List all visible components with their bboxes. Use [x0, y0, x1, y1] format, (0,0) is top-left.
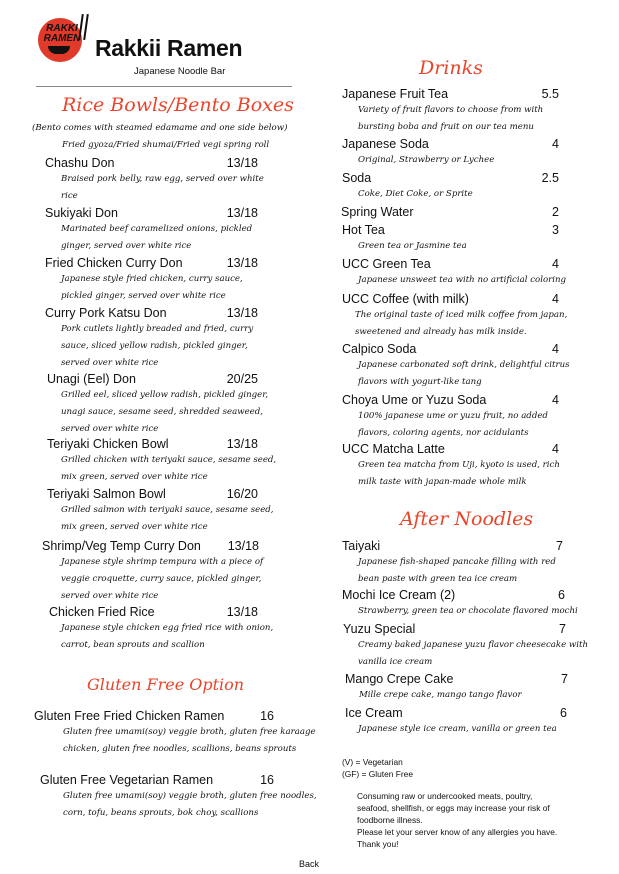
menu-item-price: 13/18 [226, 156, 258, 170]
menu-item-description: Grilled chicken with teriyaki sauce, sesame seed, [61, 455, 277, 465]
logo-text: RAKKI RAMEN [43, 23, 81, 44]
menu-item-description: Green tea or Jasmine tea [358, 241, 467, 251]
menu-item-description: Japanese carbonated soft drink, delightful citrus [358, 360, 570, 370]
menu-item-description: Japanese fish-shaped pancake filling with red [358, 557, 556, 567]
menu-item-description: Gluten free umami(soy) veggie broth, gluten free noodles, [63, 791, 317, 801]
menu-item-price: 4 [552, 342, 559, 356]
menu-item-name: Yuzu Special [343, 622, 416, 636]
menu-item-description: served over white rice [61, 591, 159, 601]
menu-item-description: Variety of fruit flavors to choose from with [358, 105, 544, 115]
disclaimer-line: Thank you! [357, 839, 399, 849]
menu-item-price: 2.5 [541, 171, 559, 185]
menu-item-description: veggie croquette, curry sauce, pickled ginger, [61, 574, 262, 584]
back-link[interactable]: Back [299, 859, 320, 869]
menu-item-description: sweetened and already has milk inside. [355, 327, 527, 337]
menu-item-name: Mango Crepe Cake [345, 672, 454, 686]
menu-item-price: 2 [552, 205, 559, 219]
disclaimer-line: foodborne illness. [357, 815, 423, 825]
menu-item-price: 13/18 [226, 206, 258, 220]
menu-item-description: chicken, gluten free noodles, scallions, beans sprouts [63, 744, 297, 754]
menu-item-price: 13/18 [226, 605, 258, 619]
menu-item-price: 6 [558, 588, 565, 602]
menu-item-name: UCC Matcha Latte [342, 442, 445, 456]
menu-item-description: Mille crepe cake, mango tango flavor [359, 690, 522, 700]
menu-item-description: rice [61, 191, 78, 201]
menu-item-name: Sukiyaki Don [45, 206, 118, 220]
menu-item-name: Calpico Soda [342, 342, 417, 356]
menu-item-name: Japanese Soda [342, 137, 429, 151]
disclaimer-line: Consuming raw or undercooked meats, poultry, [357, 791, 533, 801]
menu-item-description: flavors with yogurt-like tang [358, 377, 482, 387]
menu-item-price: 4 [552, 292, 559, 306]
menu-item-name: Spring Water [341, 205, 414, 219]
restaurant-name: Rakkii Ramen [95, 35, 243, 61]
menu-item-name: Unagi (Eel) Don [47, 372, 136, 386]
divider [36, 86, 292, 87]
allergy-disclaimer [357, 790, 557, 850]
menu-item-description: sauce, sliced yellow radish, pickled ginger, [61, 341, 248, 351]
menu-item-description: served over white rice [61, 358, 159, 368]
menu-item-name: UCC Coffee (with milk) [342, 292, 469, 306]
section-title-gluten-free: Gluten Free Option [87, 675, 245, 694]
menu-item-name: UCC Green Tea [342, 257, 431, 271]
disclaimer-line: seafood, shellfish, or eggs may increase your risk of [357, 803, 550, 813]
menu-item-price: 4 [552, 442, 559, 456]
menu-item-description: flavors, coloring agents, nor acidulants [358, 428, 529, 438]
menu-item-description: Creamy baked japanese yuzu flavor cheesecake with [358, 640, 589, 650]
menu-item-name: Chashu Don [45, 156, 115, 170]
menu-item-name: Curry Pork Katsu Don [45, 306, 167, 320]
menu-item-description: milk taste with japan-made whole milk [358, 477, 527, 487]
menu-item-price: 16/20 [226, 487, 258, 501]
menu-item-name: Fried Chicken Curry Don [45, 256, 183, 270]
menu-item-description: carrot, bean sprouts and scallion [61, 640, 205, 650]
menu-item-description: Coke, Diet Coke, or Sprite [358, 189, 473, 199]
menu-item-description: Grilled salmon with teriyaki sauce, sesame seed, [61, 505, 274, 515]
menu-item-description: mix green, served over white rice [61, 522, 208, 532]
menu-item-name: Taiyaki [342, 539, 381, 553]
menu-item-name: Gluten Free Fried Chicken Ramen [34, 709, 225, 723]
menu-item-price: 3 [552, 223, 559, 237]
bento-sides: Fried gyoza/Fried shumai/Fried vegi spring roll [62, 140, 270, 150]
menu-item-description: Marinated beef caramelized onions, pickled [61, 224, 253, 234]
menu-item-description: Braised pork belly, raw egg, served over white [61, 174, 264, 184]
menu-item-description: served over white rice [61, 424, 159, 434]
bento-intro: (Bento comes with steamed edamame and one side below) [32, 123, 288, 133]
menu-item-description: bean paste with green tea ice cream [358, 574, 518, 584]
menu-item-price: 13/18 [226, 256, 258, 270]
menu-item-name: Teriyaki Salmon Bowl [47, 487, 166, 501]
menu-item-price: 7 [559, 622, 566, 636]
menu-item-description: Pork cutlets lightly breaded and fried, curry [61, 324, 254, 334]
menu-item-description: Japanese style ice cream, vanilla or green tea [358, 724, 557, 734]
menu-item-name: Gluten Free Vegetarian Ramen [40, 773, 214, 787]
menu-item-description: unagi sauce, sesame seed, shredded seaweed, [61, 407, 263, 417]
menu-item-name: Choya Ume or Yuzu Soda [342, 393, 487, 407]
menu-item-name: Chicken Fried Rice [49, 605, 155, 619]
menu-item-price: 13/18 [227, 539, 259, 553]
menu-item-name: Ice Cream [345, 706, 403, 720]
menu-item-description: ginger, served over white rice [61, 241, 192, 251]
menu-item-description: Grilled eel, sliced yellow radish, pickled ginger, [61, 390, 269, 400]
legend-gluten-free: (GF) = Gluten Free [342, 769, 413, 779]
menu-item-description: Original, Strawberry or Lychee [358, 155, 495, 165]
menu-item-price: 13/18 [226, 306, 258, 320]
menu-item-price: 5.5 [541, 87, 559, 101]
section-title-rice-bowls: Rice Bowls/Bento Boxes [62, 94, 294, 116]
menu-item-description: Gluten free umami(soy) veggie broth, gluten free karaage [63, 727, 316, 737]
menu-item-price: 13/18 [226, 437, 258, 451]
disclaimer-line: Please let your server know of any allergies you have. [357, 827, 558, 837]
menu-item-description: pickled ginger, served over white rice [61, 291, 226, 301]
menu-item-name: Japanese Fruit Tea [342, 87, 449, 101]
menu-item-price: 4 [552, 257, 559, 271]
menu-item-price: 4 [552, 137, 559, 151]
legend-vegetarian: (V) = Vegetarian [342, 757, 403, 767]
menu-item-price: 20/25 [226, 372, 258, 386]
menu-item-price: 16 [260, 773, 274, 787]
menu-item-name: Hot Tea [342, 223, 385, 237]
menu-item-description: vanilla ice cream [358, 657, 433, 667]
menu-item-name: Mochi Ice Cream (2) [342, 588, 456, 602]
menu-item-description: Strawberry, green tea or chocolate flavored mochi [358, 606, 578, 616]
menu-item-price: 7 [556, 539, 563, 553]
menu-item-name: Shrimp/Veg Temp Curry Don [42, 539, 201, 553]
menu-item-name: Teriyaki Chicken Bowl [47, 437, 169, 451]
menu-item-description: mix green, served over white rice [61, 472, 208, 482]
menu-item-price: 4 [552, 393, 559, 407]
menu-item-name: Soda [342, 171, 372, 185]
tagline: Japanese Noodle Bar [134, 66, 226, 77]
menu-item-description: bursting boba and fruit on our tea menu [358, 122, 534, 132]
menu-item-description: Japanese unsweet tea with no artificial coloring [358, 275, 567, 285]
menu-item-price: 7 [561, 672, 568, 686]
section-title-drinks: Drinks [419, 57, 483, 79]
menu-item-description: Japanese style fried chicken, curry sauce, [61, 274, 243, 284]
menu-item-price: 16 [260, 709, 274, 723]
section-title-after-noodles: After Noodles [400, 508, 534, 530]
menu-item-description: Japanese style chicken egg fried rice with onion, [61, 623, 274, 633]
menu-item-description: 100% japanese ume or yuzu fruit, no added [358, 411, 548, 421]
menu-item-description: Japanese style shrimp tempura with a piece of [61, 557, 264, 567]
menu-item-description: The original taste of iced milk coffee from japan, [355, 310, 568, 320]
menu-item-description: Green tea matcha from Uji, kyoto is used, rich [358, 460, 560, 470]
chopstick-icon [83, 14, 89, 40]
menu-item-price: 6 [560, 706, 567, 720]
menu-item-description: corn, tofu, beans sprouts, bok choy, scallions [63, 808, 259, 818]
